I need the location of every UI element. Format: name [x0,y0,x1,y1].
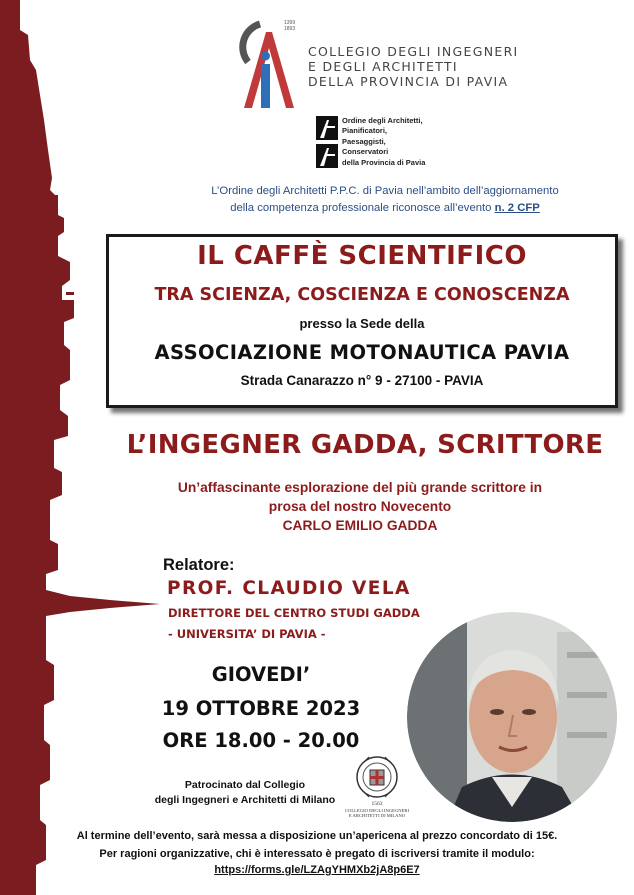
speaker-university: - UNIVERSITA’ DI PAVIA - [168,627,326,641]
ordine-architetti-name [342,116,425,168]
ordine-line: Ordine degli Architetti, [342,116,423,125]
speaker-role: DIRETTORE DEL CENTRO STUDI GADDA [168,606,420,620]
intro-text: della competenza professionale riconosce all’evento [230,201,495,214]
registration-link[interactable]: https://forms.gle/LZAgYHMXb2jA8p6E7 [214,864,420,876]
speaker-label: Relatore: [163,556,235,574]
talk-description [130,478,590,535]
event-date: 19 OTTOBRE 2023 [161,697,361,720]
speaker-name: PROF. CLAUDIO VELA [167,578,411,599]
venue-intro: presso la Sede della [299,316,425,331]
intro-line [160,200,610,217]
year-refounded: 1893 [284,26,296,32]
ordine-architetti-logo-icon [316,116,338,168]
collegio-name-line: COLLEGIO DEGLI INGEGNERI [308,44,519,59]
patronage-line: Patrocinato dal Collegio [184,779,306,791]
collegio-name-line: DELLA PROVINCIA DI PAVIA [308,74,509,89]
year-founded: 1399 [284,20,296,26]
ordine-line: Conservatori [342,147,389,157]
event-time: ORE 18.00 - 20.00 [162,729,360,752]
collegio-name-line: E DEGLI ARCHITETTI [308,59,458,74]
cfp-credits: n. 2 CFP [494,201,540,214]
collegio-milano-crest-icon [355,753,399,801]
ordine-line: della Provincia di Pavia [342,157,426,167]
event-title: IL CAFFÈ SCIENTIFICO [197,241,527,271]
milano-name-line: COLLEGIO DEGLI INGEGNERI [344,808,410,813]
event-subtitle: TRA SCIENZA, COSCIENZA E CONOSCENZA [154,285,570,305]
patronage-text [140,778,350,807]
cfp-intro [160,183,610,216]
event-day: GIOVEDI’ [211,663,311,686]
milano-name-line: E ARCHITETTI DI MILANO [348,813,406,819]
speaker-photo [407,612,617,822]
talk-desc-line: prosa del nostro Novecento [268,499,452,514]
ordine-line: Paesaggisti, [342,136,386,146]
patronage-line: degli Ingegneri e Architetti di Milano [154,793,336,806]
collegio-milano-year: 1563 [371,801,383,807]
talk-desc-line: CARLO EMILIO GADDA [282,518,438,533]
apericena-note: Al termine dell’evento, sarà messa a disposizione un’apericena al prezzo concordato di 15€. [76,830,558,842]
talk-desc-line: Un’affascinante esplorazione del più grande scrittore in [177,480,543,495]
talk-title: L’INGEGNER GADDA, SCRITTORE [126,430,604,460]
collegio-pavia-name [308,44,519,89]
intro-line: L’Ordine degli Architetti P.P.C. di Pavia nell’ambito dell’aggiornamento [211,185,559,197]
venue-name: ASSOCIAZIONE MOTONAUTICA PAVIA [154,341,570,364]
venue-address: Strada Canarazzo n° 9 - 27100 - PAVIA [240,373,484,388]
collegio-pavia-years [284,20,295,32]
collegio-milano-name [340,808,414,819]
ordine-line: Pianificatori, [342,126,388,136]
registration-note: Per ragioni organizzative, chi è interessato è pregato di iscriversi tramite il modulo: [99,848,535,860]
